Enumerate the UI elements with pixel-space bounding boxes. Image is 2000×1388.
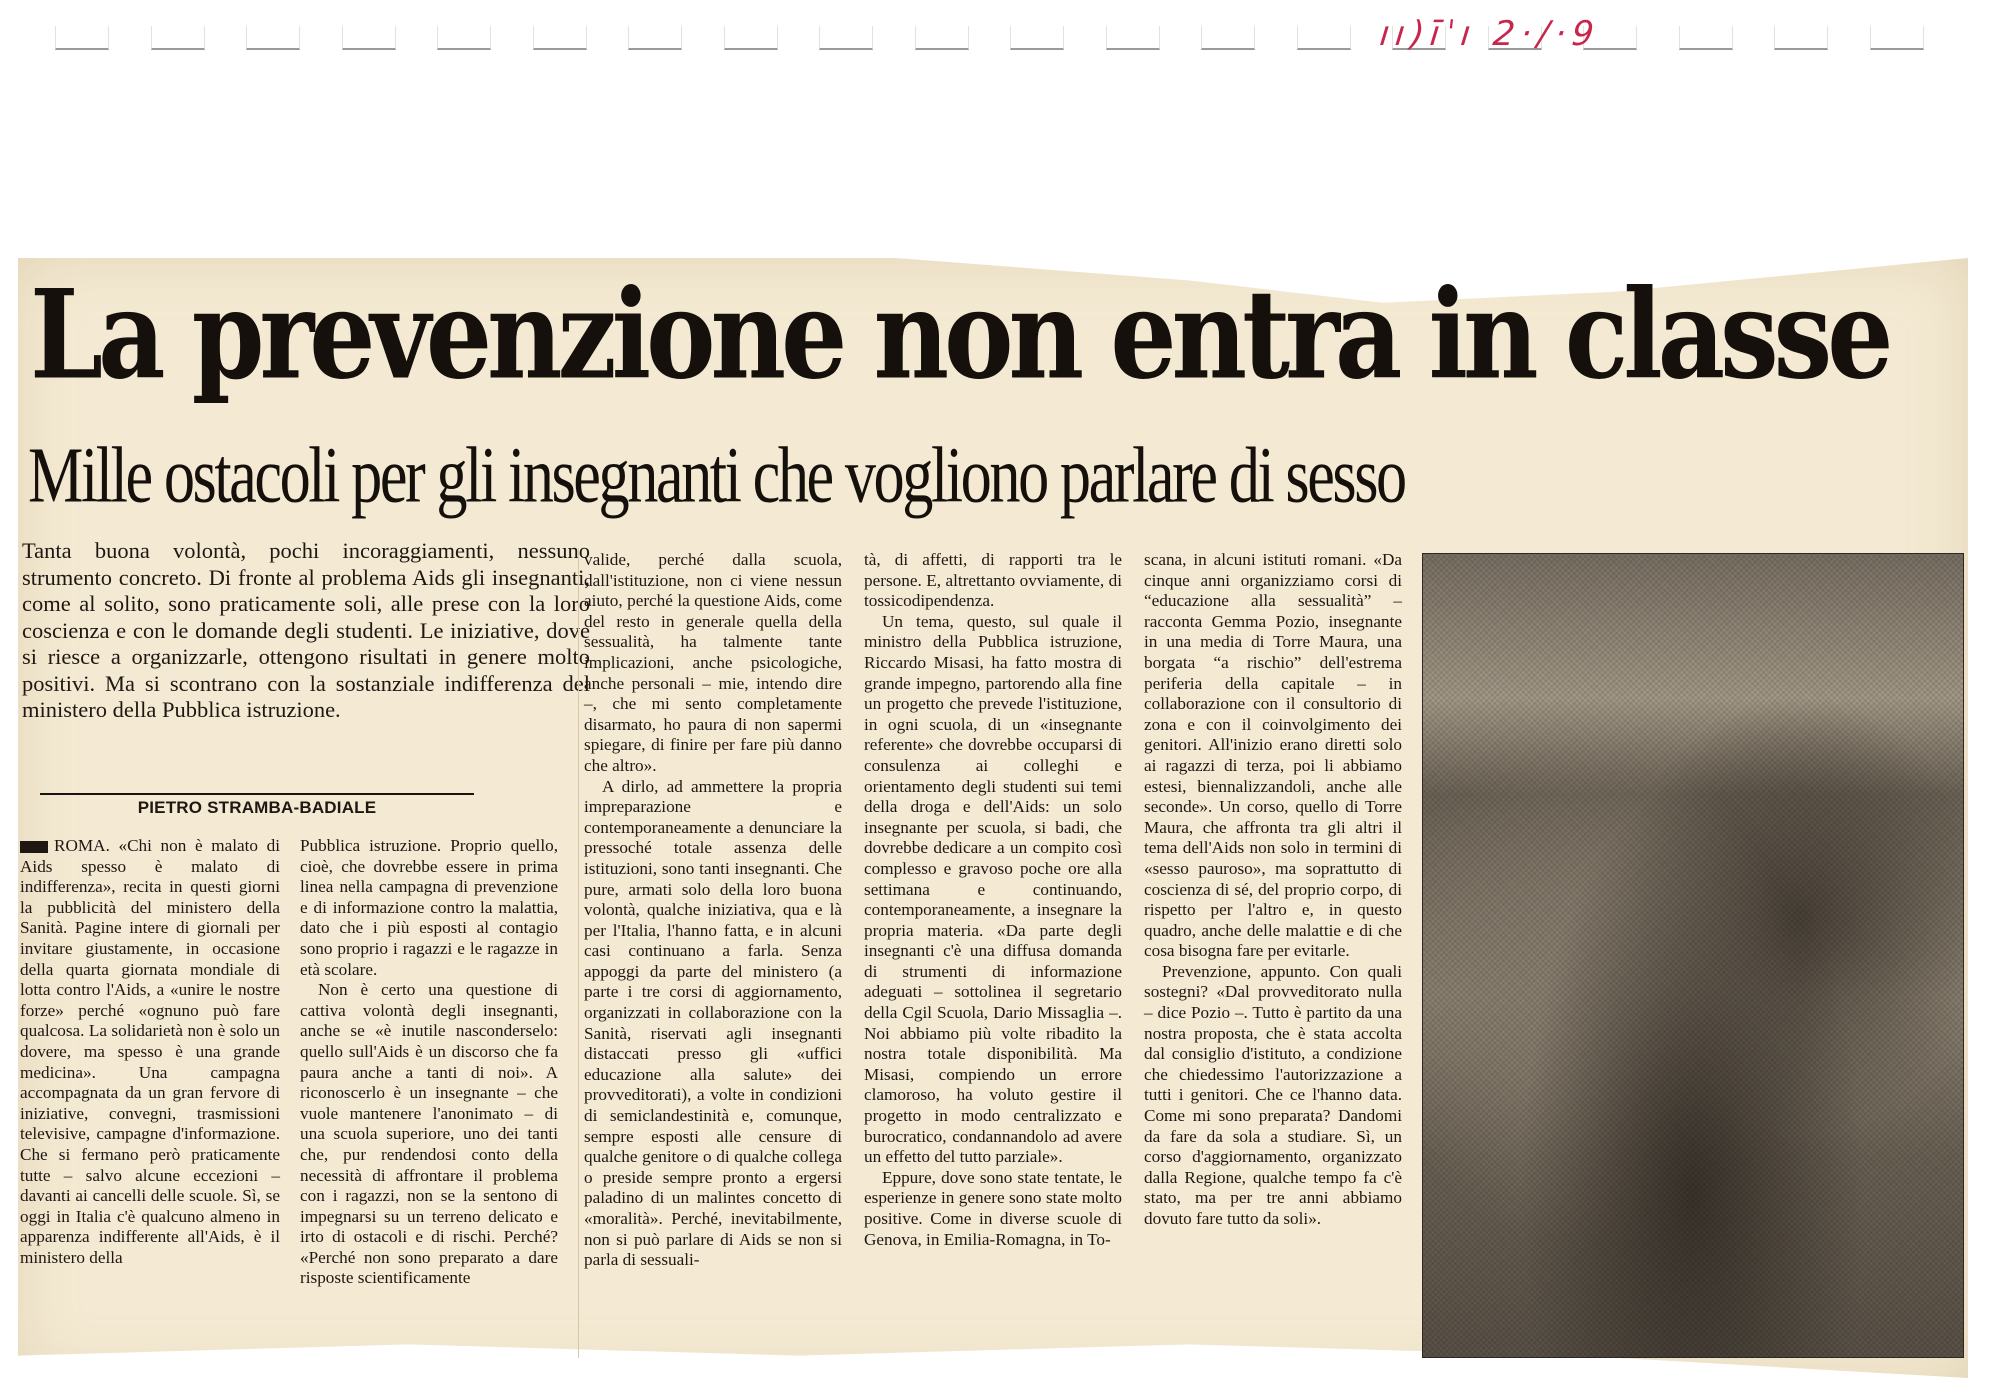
archive-stamp-box: [628, 26, 682, 50]
archive-stamp-box: [55, 26, 109, 50]
column-paragraph: ROMA. «Chi non è malato di Aids spesso è malato di indifferenza», recita in questi giorni la pubblicità del ministero della Sanità. Pagine intere di giornali per invitare giustamente, in occasione della quarta giornata mondiale di lotta contro l'Aids, a «unire le nostre forze» perché «ognuno può fare qualcosa. La solidarietà non è solo un dovere, ma spesso è una grande medicina». Una campagna accompagnata da un gran fervore di iniziative, convegni, trasmissioni televisive, campagne d'informazione. Che si fermano però praticamente tutte – salvo alcune eccezioni – davanti ai cancelli delle scuole. Sì, se oggi in Italia c'è qualcuno almeno in apparenza indifferente all'Aids, è il ministero della: [20, 836, 280, 1267]
archive-stamp-box: [1870, 26, 1924, 50]
news-photo: [1422, 553, 1964, 1358]
column-paragraph: Prevenzione, appunto. Con quali sostegni? «Dal provveditorato nulla – dice Pozio –. Tutto è partito da una nostra proposta, che è stata accolta dal consiglio d'istituto, a condizione che chiedessimo l'autorizzazione a tutti i genitori. Che ce l'hanno data. Come mi sono preparata? Dandomi da fare da sola a studiare. Sì, un corso d'aggiornamento, organizzato dalla Regione, qualche tempo fa c'è stato, ma per tre anni abbiamo dovuto fare tutto da soli».: [1144, 961, 1402, 1228]
byline: PIETRO STRAMBA-BADIALE: [137, 798, 377, 817]
archive-stamp-box: [819, 26, 873, 50]
subheadline: Mille ostacoli per gli insegnanti che vogliono parlare di sesso: [28, 431, 1405, 520]
archive-stamp-box: [533, 26, 587, 50]
byline-rule: [40, 793, 474, 795]
article-column-2: [300, 836, 558, 1289]
archive-stamp-box: [724, 26, 778, 50]
column-paragraph: Pubblica istruzione. Proprio quello, cioè, che dovrebbe essere in prima linea nella campagna di prevenzione e di informazione contro la malattia, dato che i più esposti al contagio sono proprio i ragazzi e le ragazze in età scolare.: [300, 836, 558, 979]
archive-stamp-box: [1201, 26, 1255, 50]
archive-stamp-box: [1774, 26, 1828, 50]
archive-stamp-box: [1297, 26, 1351, 50]
archive-stamp-box: [151, 26, 205, 50]
dateline-marker-icon: [20, 841, 48, 853]
handwritten-archive-date: ıı)ı̄ˈı 2·/·9: [1377, 14, 1602, 54]
archive-stamp-row: [55, 26, 2000, 56]
column-divider: [578, 548, 579, 1358]
headline: La prevenzione non entra in classe: [30, 262, 1889, 408]
article-column-3: [584, 550, 842, 1271]
lead-paragraph: Tanta buona volontà, pochi incoraggiamenti, nessuno strumento concreto. Di fronte al problema Aids gli insegnanti, come al solito, sono praticamente soli, alle prese con la loro coscienza e con le domande degli studenti. Le iniziative, dove si riesce a organizzarle, ottengono risultati in genere molto positivi. Ma si scontrano con la sostanziale indifferenza del ministero della Pubblica istruzione.: [22, 538, 590, 722]
column-paragraph: Un tema, questo, sul quale il ministro della Pubblica istruzione, Riccardo Misasi, ha fatto mostra di grande impegno, partorendo alla fine un progetto che prevede l'istituzione, in ogni scuola, di un «insegnante referente» che dovrebbe occuparsi di consulenza ai colleghi e orientamento degli studenti sui temi della droga e dell'Aids: un solo insegnante per scuola, si badi, che dovrebbe dedicare a un compito così complesso e gravoso poche ore alla settimana e continuando, contemporaneamente, a insegnare la propria materia. «Da parte degli insegnanti c'è una diffusa domanda di strumenti di informazione adeguati – sottolinea il segretario della Cgil Scuola, Dario Missaglia –. Noi abbiamo più volte ribadito la nostra totale disponibilità. Ma Misasi, compiendo un errore clamoroso, ha voluto gestire il progetto in modo centralizzato e burocratico, condannandolo ad avere un effetto del tutto parziale».: [864, 611, 1122, 1167]
archive-stamp-box: [1106, 26, 1160, 50]
archive-stamp-box: [1679, 26, 1733, 50]
column-paragraph: tà, di affetti, di rapporti tra le persone. E, altrettanto ovviamente, di tossicodipendenza.: [864, 550, 1122, 611]
column-paragraph: scana, in alcuni istituti romani. «Da cinque anni organizziamo corsi di “educazione alla sessualità” – racconta Gemma Pozio, insegnante in una media di Torre Maura, una borgata “a rischio” dell'estrema periferia della capitale – in collaborazione con il consultorio di zona e con il coinvolgimento dei genitori. All'inizio erano diretti solo ai ragazzi di terza, poi li abbiamo estesi, biennalizzandoli, anche alle seconde». Un corso, quello di Torre Maura, che affronta tra gli altri il tema dell'Aids non solo in termini di «sesso pauroso», ma soprattutto di coscienza di sé, del proprio corpo, di rispetto per l'altro e, in questo quadro, anche delle malattie e di che cosa bisogna fare per evitarle.: [1144, 550, 1402, 961]
column-paragraph: Eppure, dove sono state tentate, le esperienze in genere sono state molto positive. Come in diverse scuole di Genova, in Emilia-Romagna, in To-: [864, 1167, 1122, 1249]
archive-stamp-box: [915, 26, 969, 50]
article-column-4: [864, 550, 1122, 1250]
archive-stamp-box: [437, 26, 491, 50]
column-paragraph: valide, perché dalla scuola, dall'istituzione, non ci viene nessun aiuto, perché la questione Aids, come del resto in generale quella della sessualità, ha talmente tante implicazioni, anche psicologiche, anche personali – mie, intendo dire –, che mi sento completamente disarmato, ho paura di non sapermi spiegare, di finire per fare più danno che altro».: [584, 550, 842, 775]
archive-stamp-box: [342, 26, 396, 50]
archive-stamp-box: [246, 26, 300, 50]
column-paragraph: A dirlo, ad ammettere la propria impreparazione e contemporaneamente a denunciare la pressoché totale assenza delle istituzioni, sono tanti insegnanti. Che pure, armati solo della loro buona volontà, qualche iniziativa, qua e là per l'Italia, l'hanno fatta, e in alcuni casi continuano a farla. Senza appoggi da parte del ministero (a parte i tre corsi di aggiornamento, organizzati in collaborazione con la Sanità, riservati agli insegnanti distaccati presso gli «uffici educazione alla salute» dei provveditorati), a volte in condizioni di semiclandestinità e, comunque, sempre esposti alle censure di qualche genitore o di qualche collega o preside sempre pronto a ergersi paladino di un malintes concetto di «moralità». Perché, inevitabilmente, non si può parlare di Aids se non si parla di sessuali-: [584, 776, 842, 1270]
article-column-1: [20, 836, 280, 1268]
column-paragraph: Non è certo una questione di cattiva volontà degli insegnanti, anche se «è inutile nasconderselo: quello sull'Aids è un discorso che fa paura anche a tanti di noi». A riconoscerlo è un insegnante – che vuole mantenere l'anonimato – di una scuola superiore, uno dei tanti che, pur rendendosi conto della necessità di affrontare il problema con i ragazzi, non se la sentono di impegnarsi su un terreno delicato e irto di ostacoli e di rischi. Perché? «Perché non sono preparato a dare risposte scientificamente: [300, 980, 558, 1288]
article-column-5: [1144, 550, 1402, 1230]
archive-stamp-box: [1010, 26, 1064, 50]
